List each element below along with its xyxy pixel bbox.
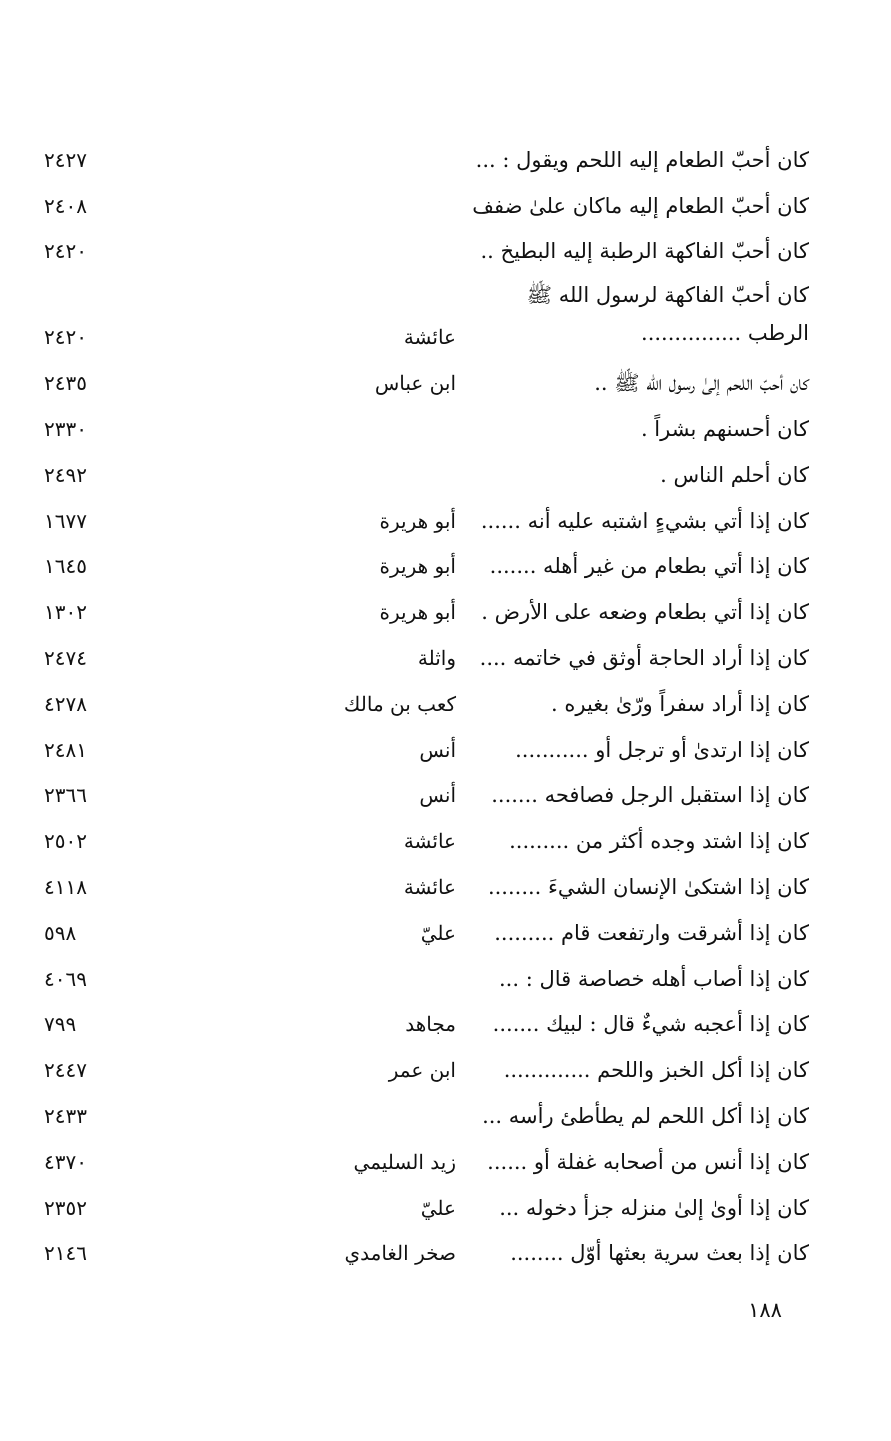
- narrator: مجاهد: [405, 1012, 456, 1037]
- hadith-number: ١٣٠٢: [44, 600, 87, 625]
- hadith-text: كان إذا أتي بشيءٍ اشتبه عليه أنه ......: [480, 508, 809, 533]
- hadith-number: ٧٩٩: [44, 1012, 77, 1037]
- hadith-number: ٢٤٢٠: [44, 325, 87, 350]
- hadith-number: ٢٤٩٢: [44, 462, 87, 487]
- hadith-number: ١٦٧٧: [44, 508, 87, 533]
- index-entry: [0, 496, 891, 542]
- narrator: كعب بن مالك: [343, 691, 456, 716]
- index-entry: [0, 633, 891, 679]
- index-entry: [0, 358, 891, 404]
- hadith-text: كان أحبّ الطعام إليه ماكان علىٰ ضفف: [472, 193, 809, 218]
- index-entry: [0, 908, 891, 954]
- hadith-number: ٢٣٦٦: [44, 783, 87, 808]
- index-entry: [0, 181, 891, 227]
- hadith-number: ٢٥٠٢: [44, 829, 87, 854]
- narrator: أنس: [419, 737, 456, 762]
- narrator: صخر الغامدي: [344, 1241, 456, 1266]
- hadith-text: كان إذا أتي بطعام من غير أهله .......: [489, 554, 809, 579]
- index-entry: [0, 272, 891, 358]
- index-entry: [0, 679, 891, 725]
- hadith-text: كان إذا أنس من أصحابه غفلة أو ......: [487, 1149, 809, 1174]
- hadith-text: كان أحبّ الفاكهة الرطبة إليه البطيخ ..: [480, 239, 809, 264]
- index-entry: [0, 1000, 891, 1046]
- hadith-number: ٤١١٨: [44, 874, 87, 899]
- hadith-text: كان أحبّ الفاكهة لرسول الله ﷺ الرطب ...............: [526, 283, 809, 346]
- index-entry: [0, 1045, 891, 1091]
- hadith-number: ٢٤٢٠: [44, 239, 87, 264]
- hadith-text: كان إذا أتي بطعام وضعه على الأرض .: [481, 600, 809, 625]
- hadith-text: كان إذا اشتكىٰ الإنسان الشيءَ ........: [487, 874, 809, 899]
- hadith-text: كان إذا أشرقت وارتفعت قام .........: [494, 920, 809, 945]
- index-entry: [0, 725, 891, 771]
- narrator: واثلة: [417, 645, 456, 670]
- hadith-text: كان إذا أراد سفراً ورّىٰ بغيره .: [551, 691, 809, 716]
- index-entry: [0, 542, 891, 588]
- index-entry: [0, 771, 891, 817]
- index-entries: [0, 135, 891, 1274]
- narrator: عائشة: [403, 325, 456, 350]
- hadith-number: ٢٤٤٧: [44, 1058, 87, 1083]
- page-number: ١٨٨: [748, 1298, 782, 1322]
- index-entry: [0, 227, 891, 273]
- hadith-text: كان إذا اشتد وجده أكثر من .........: [509, 829, 809, 854]
- index-entry: [0, 450, 891, 496]
- narrator: ابن عباس: [374, 371, 456, 396]
- narrator: أبو هريرة: [379, 600, 456, 625]
- narrator: زيد السليمي: [353, 1149, 456, 1174]
- narrator: عائشة: [403, 874, 456, 899]
- hadith-text: كان إذا أكل اللحم لم يطأطئ رأسه ...: [482, 1103, 809, 1128]
- narrator: أبو هريرة: [379, 554, 456, 579]
- hadith-number: ٢٣٥٢: [44, 1195, 87, 1220]
- hadith-number: ٢١٤٦: [44, 1241, 87, 1266]
- hadith-text: كان أحلم الناس .: [660, 462, 809, 487]
- index-entry: [0, 587, 891, 633]
- narrator: أنس: [419, 783, 456, 808]
- hadith-text: كان إذا أوىٰ إلىٰ منزله جزأ دخوله ...: [499, 1195, 809, 1220]
- hadith-text: كان أحبّ اللحم إلىٰ رسول الله ﷺ ..: [594, 371, 809, 396]
- hadith-number: ٢٤٧٤: [44, 645, 87, 670]
- index-entry: [0, 1091, 891, 1137]
- hadith-number: ٢٤٢٧: [44, 147, 87, 172]
- hadith-text: كان إذا استقبل الرجل فصافحه .......: [491, 783, 809, 808]
- hadith-text: كان إذا بعث سرية بعثها أوّل ........: [510, 1241, 809, 1266]
- hadith-number: ٢٣٣٠: [44, 416, 87, 441]
- index-entry: [0, 135, 891, 181]
- index-entry: [0, 1137, 891, 1183]
- hadith-number: ٤٢٧٨: [44, 691, 87, 716]
- hadith-text: كان أحسنهم بشراً .: [640, 416, 809, 441]
- index-entry: [0, 816, 891, 862]
- hadith-text: كان إذا أعجبه شيءٌ قال : لبيك .......: [492, 1012, 809, 1037]
- hadith-number: ٢٤٣٣: [44, 1103, 87, 1128]
- narrator: أبو هريرة: [379, 508, 456, 533]
- hadith-number: ٢٤٣٥: [44, 371, 87, 396]
- hadith-number: ٢٤٠٨: [44, 193, 87, 218]
- index-entry: [0, 1183, 891, 1229]
- narrator: عليّ: [420, 920, 456, 945]
- hadith-text: كان إذا أصاب أهله خصاصة قال : ...: [499, 966, 809, 991]
- hadith-text: كان إذا ارتدىٰ أو ترجل أو ...........: [515, 737, 809, 762]
- hadith-number: ٢٤٨١: [44, 737, 87, 762]
- index-entry: [0, 404, 891, 450]
- narrator: عائشة: [403, 829, 456, 854]
- hadith-number: ١٦٤٥: [44, 554, 87, 579]
- hadith-text: كان أحبّ الطعام إليه اللحم ويقول : ...: [475, 147, 809, 172]
- hadith-number: ٤٣٧٠: [44, 1149, 87, 1174]
- index-entry: [0, 862, 891, 908]
- index-entry: [0, 1229, 891, 1275]
- narrator: عليّ: [420, 1195, 456, 1220]
- hadith-number: ٥٩٨: [44, 920, 77, 945]
- hadith-text: كان إذا أكل الخبز واللحم .............: [503, 1058, 809, 1083]
- hadith-number: ٤٠٦٩: [44, 966, 87, 991]
- narrator: ابن عمر: [388, 1058, 456, 1083]
- index-entry: [0, 954, 891, 1000]
- hadith-text: كان إذا أراد الحاجة أوثق في خاتمه ....: [479, 645, 809, 670]
